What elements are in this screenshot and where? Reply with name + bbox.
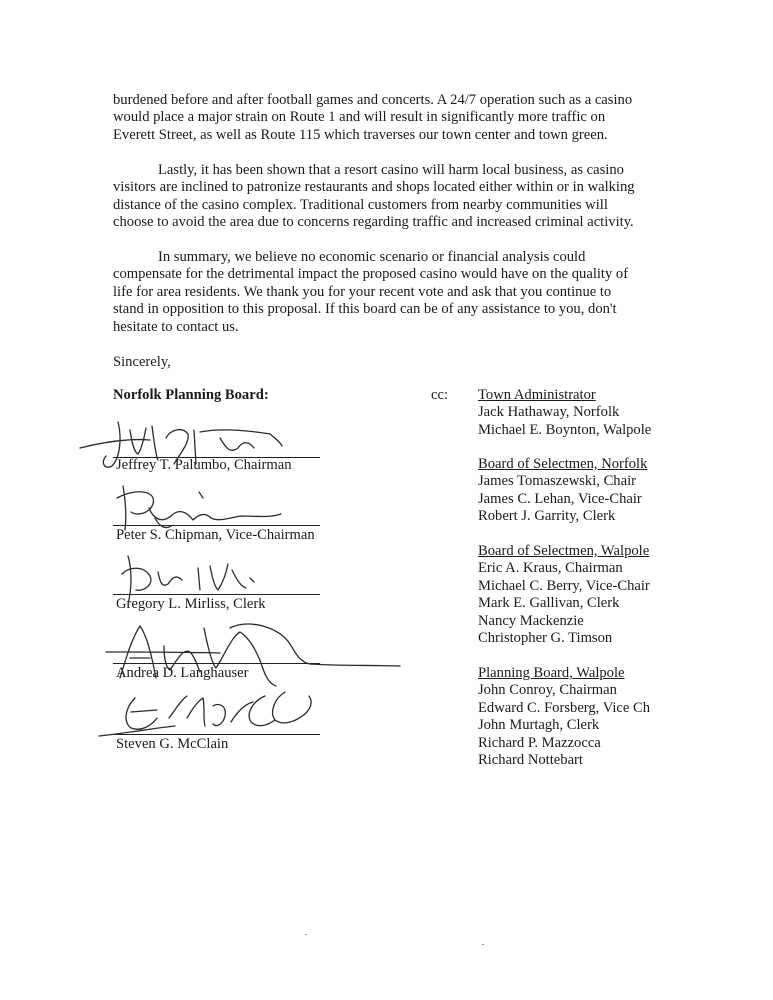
text-line: distance of the casino complex. Traditional customers from nearby communities will <box>113 196 608 213</box>
cc-member: Robert J. Garrity, Clerk <box>478 508 616 525</box>
cc-member: Eric A. Kraus, Chairman <box>478 560 623 577</box>
cc-group-selectmen-norfolk <box>478 456 647 526</box>
signatory-name: Jeffrey T. Palumbo, Chairman <box>116 457 292 473</box>
text-line: In summary, we believe no economic scenario or financial analysis could <box>158 249 586 265</box>
signatory-name: Andrea D. Langhauser <box>116 665 249 681</box>
text-line: visitors are inclined to patronize restaurants and shops located either within or in walking <box>113 179 635 196</box>
cc-member: John Murtagh, Clerk <box>478 717 600 734</box>
cc-member: Nancy Mackenzie <box>478 612 584 629</box>
cc-member: John Conroy, Chairman <box>478 682 617 699</box>
text-line: hesitate to contact us. <box>113 318 239 335</box>
text-line: Everett Street, as well as Route 115 which traverses our town center and town green. <box>113 126 608 143</box>
cc-member: Jack Hathaway, Norfolk <box>478 404 620 421</box>
text-line: burdened before and after football games and concerts. A 24/7 operation such as a casino <box>113 92 633 108</box>
cc-group-heading: Planning Board, Walpole <box>478 665 625 681</box>
text-line: compensate for the detrimental impact the proposed casino would have on the quality of <box>113 266 629 283</box>
cc-group-heading: Board of Selectmen, Walpole <box>478 543 650 559</box>
board-heading: Norfolk Planning Board: <box>113 387 269 403</box>
paragraph-traffic <box>113 92 658 144</box>
signature-line <box>113 663 320 664</box>
cc-member: Michael E. Boynton, Walpole <box>478 421 652 438</box>
signatory-name: Steven G. McClain <box>116 736 229 752</box>
signature-line <box>113 525 320 526</box>
closing-salutation: Sincerely, <box>113 354 171 370</box>
scan-speck <box>305 934 307 935</box>
cc-label: cc: <box>431 387 449 403</box>
cc-group-town-administrator <box>478 387 651 439</box>
text-line: Lastly, it has been shown that a resort casino will harm local business, as casino <box>158 162 624 178</box>
signatory-name: Gregory L. Mirliss, Clerk <box>116 596 266 612</box>
text-line: choose to avoid the area due to concerns regarding traffic and increased criminal activity. <box>113 214 634 231</box>
cc-group-heading: Town Administrator <box>478 387 596 403</box>
cc-group-heading: Board of Selectmen, Norfolk <box>478 456 648 472</box>
cc-member: Michael C. Berry, Vice-Chair <box>478 577 650 594</box>
cc-group-selectmen-walpole <box>478 543 650 647</box>
cc-member: James Tomaszewski, Chair <box>478 473 636 490</box>
cc-member: Richard P. Mazzocca <box>478 734 601 751</box>
paragraph-local-business <box>113 162 658 232</box>
text-line: life for area residents. We thank you for your recent vote and ask that you continue to <box>113 283 612 300</box>
cc-group-planning-board-walpole <box>478 665 650 769</box>
signature-mcclain <box>95 682 335 742</box>
cc-member: Mark E. Gallivan, Clerk <box>478 595 620 612</box>
cc-member: James C. Lehan, Vice-Chair <box>478 490 642 507</box>
cc-member: Edward C. Forsberg, Vice Ch <box>478 699 651 716</box>
text-line: stand in opposition to this proposal. If this board can be of any assistance to you, don't <box>113 301 617 318</box>
cc-member: Christopher G. Timson <box>478 630 613 647</box>
paragraph-summary <box>113 249 658 336</box>
signatory-name: Peter S. Chipman, Vice-Chairman <box>116 527 315 543</box>
cc-member: Richard Nottebart <box>478 752 583 769</box>
scan-speck <box>482 944 484 945</box>
signature-line <box>113 594 320 595</box>
signature-line <box>113 734 320 735</box>
text-line: would place a major strain on Route 1 and will result in significantly more traffic on <box>113 109 606 126</box>
